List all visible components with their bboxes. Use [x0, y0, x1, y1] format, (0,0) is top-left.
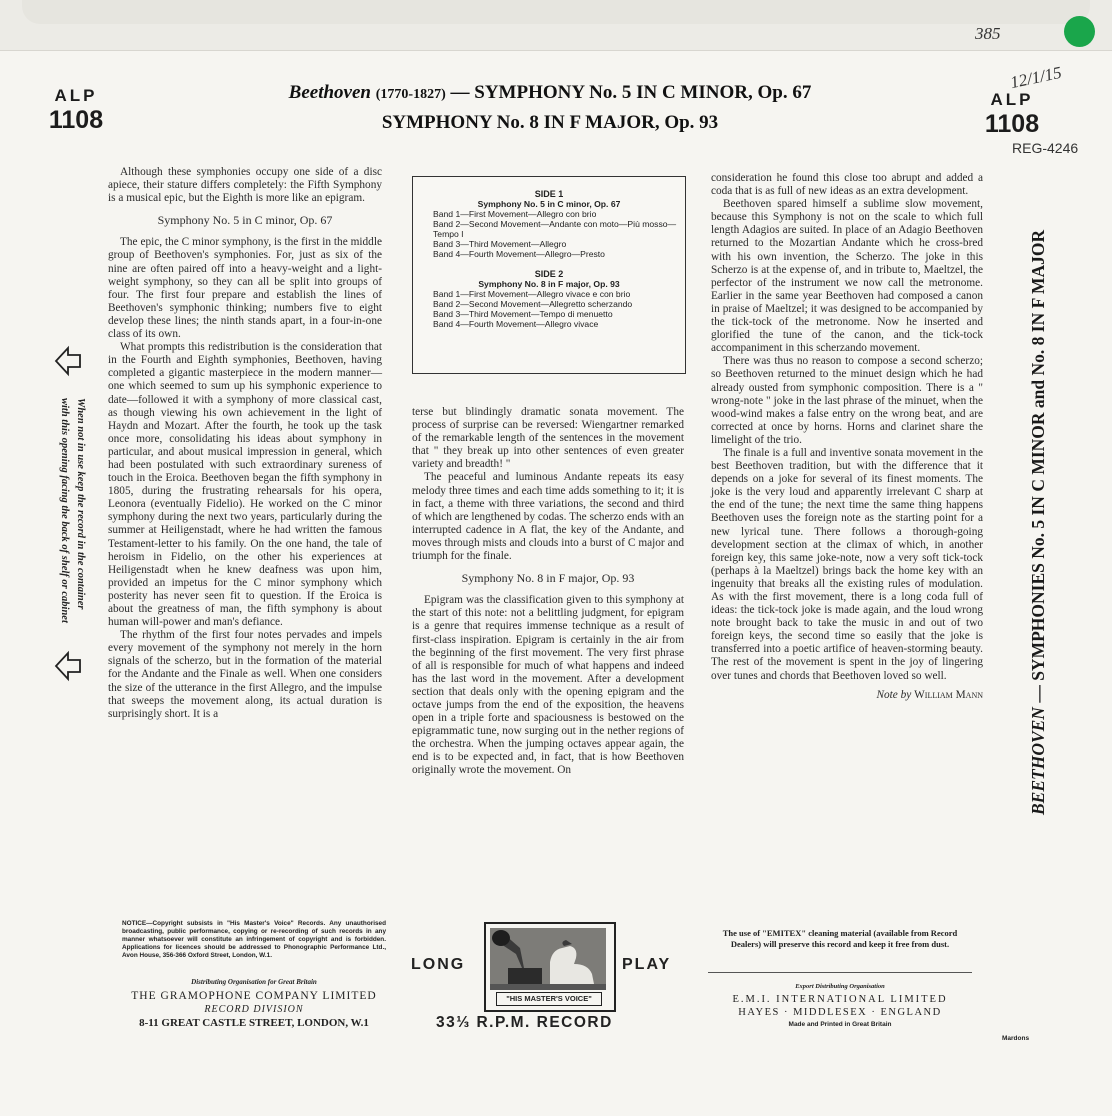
title-line-1: — SYMPHONY No. 5 IN C MINOR, Op. 67: [445, 82, 812, 103]
spine-title: [1028, 230, 1049, 815]
sleeve-flap: [0, 0, 1112, 51]
credit-prefix: Note by: [876, 688, 912, 701]
band-item: Band 3—Third Movement—Tempo di menuetto: [433, 309, 613, 319]
notes-paragraph: What prompts this redistribution is the consideration that in the Fourth and Eighth symphonies, Beethoven, having completed a gigantic masterpiece in the modern manner—one which seemed to sum up his symphonic experience to date—followed it with a symphony of more classical cast, as though viewing his own achievement in the light of Haydn and Mozart. After the fourth, he took up the task once more, consolidating his ideas about symphony in particular, and about musical impression in general, which had been postulated with such extraordinary sureness of touch in the Eroica. Beethoven began the fifth symphony in 1805, during the frustrating rehearsals for his opera, Leonora (eventually Fidelio). He worked on the C minor symphony during the next two years, particularly during the summer at Heiligenstadt, where he had written the famous Testament-letter to his family. On the one hand, the tale of heroism in Fidelio, on the other his experiences at Heiligenstadt when he knew deafness was upon him, provided an impetus for the C minor symphony which posterity has never seen fit to question. If the Eroica is about the greatness of man, the fifth symphony is about human will-power and man's defiance.: [108, 341, 382, 629]
notes-paragraph: Beethoven spared himself a sublime slow movement, because this Symphony is not on the scale to which full length Adagios are suited. In place of an Adagio Beethoven returned to the Mozartian Andante which he cross-bred with his own invention, the Scherzo. The joke in this Scherzo is at the expense of, and in tribute to, Maeltzel, the perfector of the instrument we now call the metronome. Earlier in the same year Beethoven had composed a canon in praise of Maeltzel; it was designed to be accompanied by the tick-tock of the metronome. Now he inserted and glorified the tune of the canon, and the tick-tock accompaniment in this scherzando movement.: [711, 198, 983, 355]
printer-name: Mardons: [1002, 1035, 1030, 1042]
side-1-symphony: Symphony No. 5 in C minor, Op. 67: [477, 199, 621, 209]
section-heading-symphony-8: Symphony No. 8 in F major, Op. 93: [461, 571, 635, 586]
long-label: LONG: [411, 956, 466, 973]
side-2-label: SIDE 2: [534, 269, 564, 279]
catalog-prefix: ALP: [990, 90, 1034, 109]
notes-paragraph: The epic, the C minor symphony, is the first in the middle group of Beethoven's symphonies. For, just as six of the nine are often paired off into a heavy-weight and a light-weight symphony, so they can all be split into groups of four. The first four prepare and establish the lines of Beethoven's symphonic thinking; numbers five to eight develop these lines; the ninth stands apart, in a four-in-one class of its own.: [108, 236, 382, 341]
catalog-digits: 1108: [48, 106, 104, 134]
notes-paragraph: terse but blindingly dramatic sonata movement. The process of surprise can be reversed: Wiengartner remarked of the remarkable length of the sentences in the movement that " they break up into other sentences of even greater variety and breadth! ": [412, 406, 684, 471]
notes-paragraph: consideration he found this close too abrupt and added a coda that is as full of new ideas as an extra development.: [711, 172, 983, 198]
side-2-symphony: Symphony No. 8 in F major, Op. 93: [478, 279, 620, 289]
footer-divider: [708, 972, 972, 973]
arrow-left-icon: [54, 345, 82, 377]
note-credit: [711, 689, 983, 702]
gramophone-dog-icon: [490, 928, 606, 990]
title-line-2: SYMPHONY No. 8 IN F MAJOR, Op. 93: [381, 112, 719, 133]
logo-caption: "HIS MASTER'S VOICE": [496, 992, 602, 1006]
catalog-digits: 1108: [984, 110, 1040, 138]
handwritten-fraction: 12/1/15: [1008, 62, 1064, 93]
emitex-note: The use of "EMITEX" cleaning material (available from Record Dealers) will preserve this record and keep it free from dust.: [722, 928, 958, 949]
catalog-number-left: [44, 86, 108, 135]
arrow-left-icon: [54, 650, 82, 682]
distributor-label: Distributing Organisation for Great Britain: [191, 978, 317, 986]
notes-column-2: [412, 406, 684, 778]
rpm-label: 33⅓ R.P.M. RECORD: [436, 1014, 613, 1031]
section-heading-symphony-5: Symphony No. 5 in C minor, Op. 67: [157, 213, 333, 228]
notes-paragraph: There was thus no reason to compose a second scherzo; so Beethoven returned to the minuet design which he had already ousted from symphonic composition. There is a " wrong-note " joke in the last phrase of the minuet, when the wood-wind makes a false entry on the wrong beat, and are corrected at once by horns. Horns and clarinet share the limelight of the trio.: [711, 355, 983, 446]
composer-name: Beethoven: [288, 82, 371, 103]
notes-paragraph: The finale is a full and inventive sonata movement in the best Beethoven tradition, but with the difference that it depends on a joke for several of its finest moments. The joke is the very loud and apparently irrelevant C sharp at the end of the tune; the next time the same thing happens Beethoven uses the foreign note as the starting point for a new lyrical tune. There follows a thorough-going development section at the climax of which, in another foreign key, this same joke-note, now a very soft tick-tock (perhaps à la Maeltzel) brings back the home key with an ingenuity that breaks all the existing rules of modulation. As with the first movement, there is a long coda full of ideas: the tick-tock joke is made again, and the loud wrong note brought back to take the music in and out of two foreign keys, the second time so easily that the joke is transferred into a poetic artifice of heaven-storming beauty. The rest of the movement is spent in the joy of lingering over tunes and chords that Beethoven loved so well.: [711, 446, 983, 682]
play-label: PLAY: [622, 956, 672, 973]
handwritten-reg: REG-4246: [1012, 140, 1079, 156]
notes-column-1: [108, 166, 382, 721]
emi-address: HAYES · MIDDLESEX · ENGLAND: [738, 1007, 942, 1018]
tracklist-box: [412, 176, 686, 374]
green-sticker: [1064, 16, 1095, 47]
band-item: Band 3—Third Movement—Allegro: [433, 239, 567, 249]
intro-paragraph: Although these symphonies occupy one side of a disc apiece, their stature differs completely: the Fifth Symphony is a musical epic, but the Eighth is more like an epigram.: [108, 166, 382, 205]
catalog-number-right: [980, 90, 1044, 139]
company-division: RECORD DIVISION: [204, 1004, 304, 1015]
composer-years: (1770-1827): [375, 87, 446, 102]
band-item: Band 1—First Movement—Allegro vivace e con brio: [433, 289, 631, 299]
printed-in: Made and Printed in Great Britain: [788, 1021, 892, 1028]
notes-paragraph: Epigram was the classification given to this symphony at the start of this note: not a belittling judgment, for epigram is a genre that requires immense technique as a result of first-class inspiration. Epigram is certainly in the air from the beginning of the first movement. The very first phrase of all is responsible for much of what happens and indeed has the last word in the movement. After a development section that deals only with the opening epigram and the octave jumps from the end of the exposition, the heavens open in a triple forte and spaciousness is bestowed on the epigrammatic tune, now surging out in the nether regions of the orchestra. When the jumping octaves appear again, the end is to be expected and, in fact, that is how Beethoven originally wrote the movement. On: [412, 594, 684, 777]
credit-name: William Mann: [914, 688, 983, 701]
notes-column-3: [711, 172, 983, 702]
notes-paragraph: The rhythm of the first four notes pervades and impels every movement of the symphony not merely in the horn signals of the scherzo, but in the formation of the material for the Andante and the Finale as well. When one considers the size of the utterance in the first Allegro, and the impulse that sweeps the movement along, its actual duration is surprisingly short. It is a: [108, 629, 382, 720]
band-item: Band 4—Fourth Movement—Allegro—Presto: [433, 249, 605, 259]
side-1-label: SIDE 1: [534, 189, 564, 199]
his-masters-voice-logo: [484, 922, 616, 1012]
catalog-prefix: ALP: [54, 86, 98, 105]
band-item: Band 2—Second Movement—Allegretto scherzando: [433, 299, 633, 309]
storage-note-line-2: with this opening facing the back of shelf or cabinet: [59, 398, 70, 623]
company-address: 8-11 GREAT CASTLE STREET, LONDON, W.1: [139, 1017, 369, 1029]
spine-works: — SYMPHONIES No. 5 IN C MINOR and No. 8 IN F MAJOR: [1028, 229, 1048, 708]
storage-note-line-1: When not in use keep the record in the container: [75, 398, 86, 610]
page-title: [260, 82, 840, 104]
notes-paragraph: The peaceful and luminous Andante repeats its easy melody three times and each time adds something to it; it is in fact, a theme with three variations, the second and third of which are lengthened by codas. The scherzo ends with an interrupted cadence in A flat, the key of the Andante, and moves through mists and clouds into a burst of C major and triumph for the finale.: [412, 471, 684, 563]
band-item: Band 1—First Movement—Allegro con brio: [433, 209, 597, 219]
emi-name: E.M.I. INTERNATIONAL LIMITED: [732, 994, 948, 1005]
band-item: Band 2—Second Movement—Andante con moto—Più mosso—Tempo I: [433, 219, 677, 239]
band-item: Band 4—Fourth Movement—Allegro vivace: [433, 319, 599, 329]
company-name: THE GRAMOPHONE COMPANY LIMITED: [131, 990, 377, 1002]
handwritten-number: 385: [975, 24, 1001, 43]
spine-composer: BEETHOVEN: [1028, 707, 1048, 815]
export-label: Export Distributing Organisation: [795, 983, 885, 990]
copyright-notice: NOTICE—Copyright subsists in "His Master's Voice" Records. Any unauthorised broadcasting, public performance, copying or re-recording of such records in any manner whatsoever will constitute an infringement of copyright and is forbidden. Applications for licences should be addressed to Phonographic Performance Ltd., Avon House, 356-366 Oxford Street, London, W.1.: [122, 920, 386, 959]
